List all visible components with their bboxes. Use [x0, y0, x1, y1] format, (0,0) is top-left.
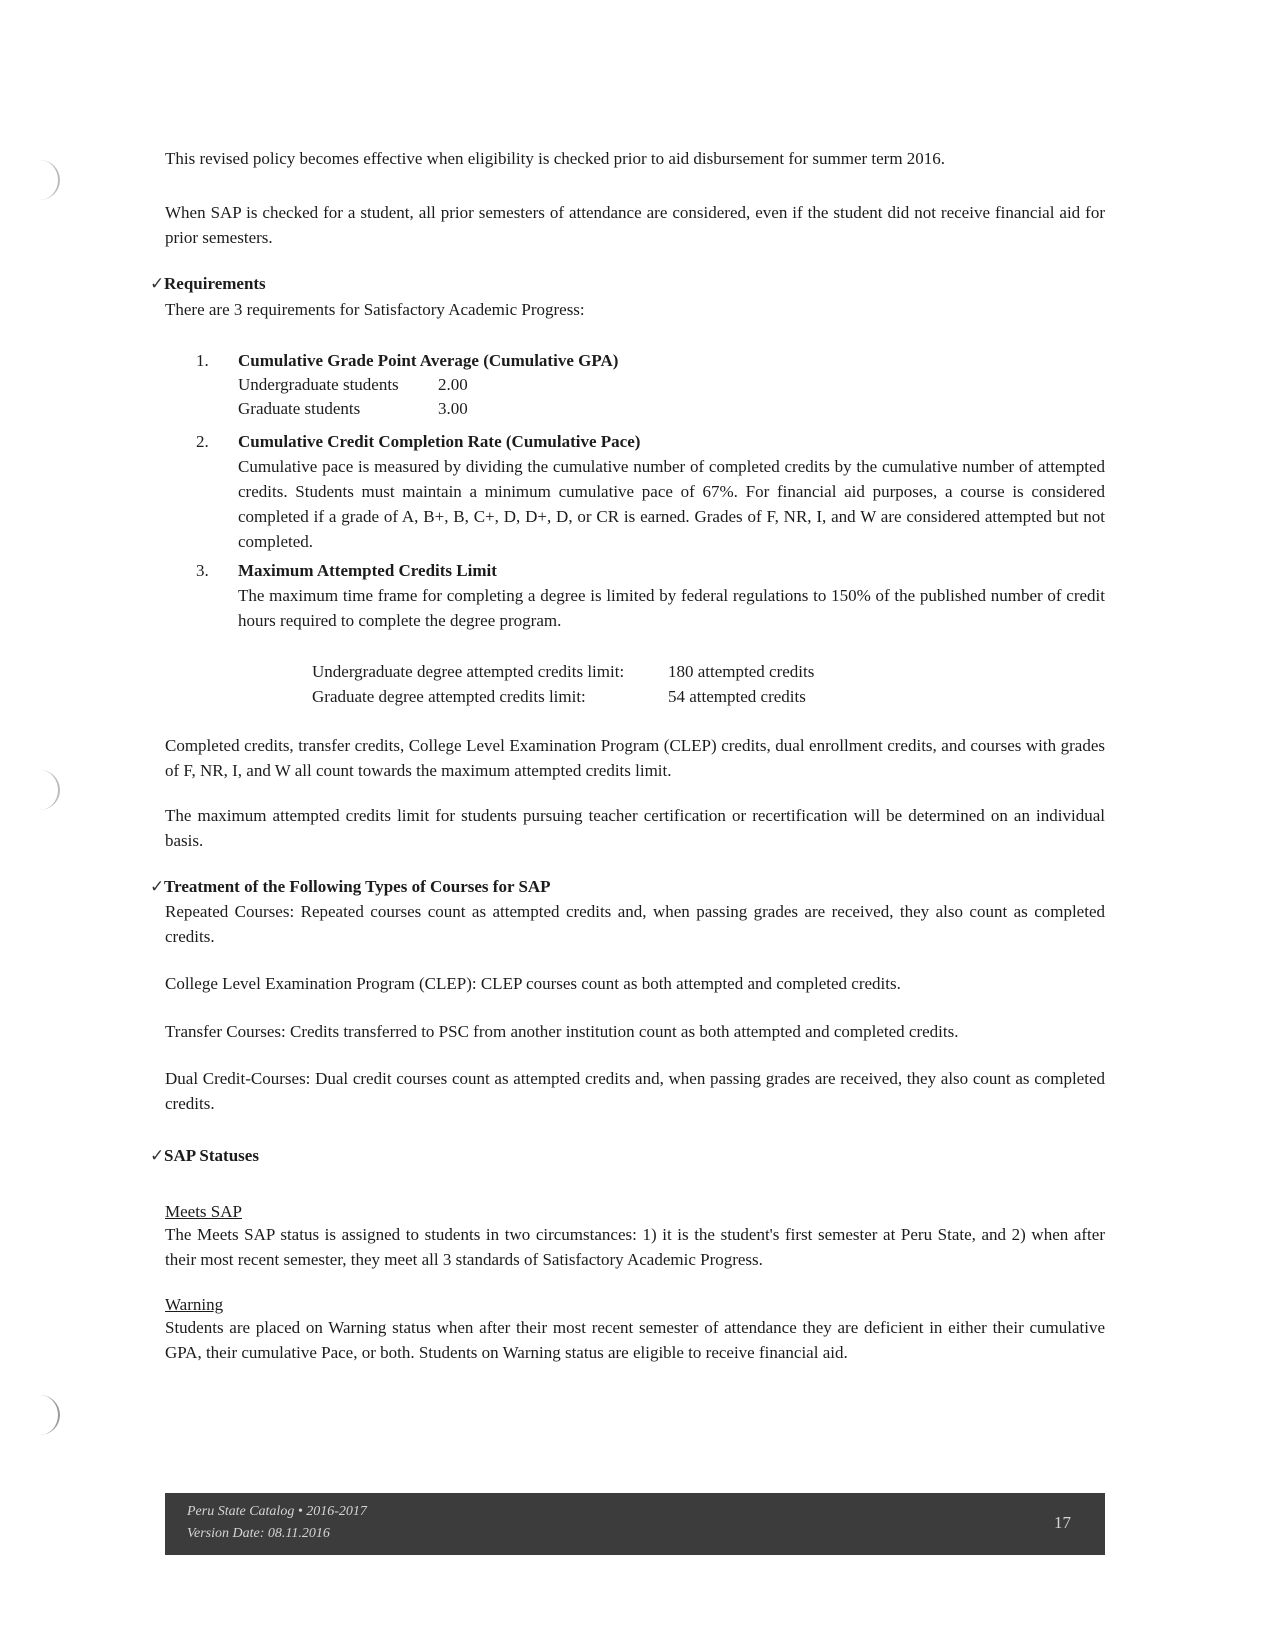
- checkmark-icon: ✓: [150, 274, 165, 293]
- margin-mark-top: [40, 160, 60, 200]
- checkmark-icon: ✓: [150, 1146, 165, 1165]
- footer-catalog: Peru State Catalog • 2016-2017: [187, 1504, 367, 1519]
- item-title-pace: Cumulative Credit Completion Rate (Cumulative Pace): [238, 432, 641, 451]
- item-text-pace: Cumulative pace is measured by dividing the cumulative number of completed credits by the cumulative number of attempted credits. Students must maintain a minimum cumulative pace of 67%. For financial aid purposes, a course is considered completed if a grade of A, B+, B, C+, D, D+, D, or CR is earned. Grades of F, NR, I, and W are considered attempted but not completed.: [238, 457, 1105, 551]
- requirements-heading: ✓Requirements: [150, 271, 266, 296]
- meets-sap-text: The Meets SAP status is assigned to students in two circumstances: 1) it is the student's first semester at Peru State, and 2) when after their most recent semester, they meet all 3 standards of Satisfactory Academic Progress.: [165, 1225, 1105, 1269]
- treatment-transfer: Transfer Courses: Credits transferred to PSC from another institution count as both attempted and completed credits.: [165, 1022, 959, 1041]
- limit-undergrad-value: 180 attempted credits: [668, 662, 815, 681]
- requirements-lead: There are 3 requirements for Satisfactory Academic Progress:: [165, 300, 585, 319]
- margin-mark-middle: [40, 770, 60, 810]
- gpa-grad-value: 3.00: [438, 399, 468, 418]
- item-text-max-credits: The maximum time frame for completing a degree is limited by federal regulations to 150% of the published number of credit hours required to complete the degree program.: [238, 586, 1105, 630]
- warning-title: Warning: [165, 1295, 224, 1314]
- item-title-max-credits: Maximum Attempted Credits Limit: [238, 561, 497, 580]
- statuses-heading: ✓SAP Statuses: [150, 1143, 259, 1168]
- footer-bar: [165, 1493, 1105, 1555]
- treatment-heading: ✓Treatment of the Following Types of Courses for SAP: [150, 874, 551, 899]
- counting-paragraph: Completed credits, transfer credits, College Level Examination Program (CLEP) credits, dual enrollment credits, and courses with grades of F, NR, I, and W all count towards the maximum attempted credits limit.: [165, 736, 1105, 780]
- item-number: 3.: [196, 561, 209, 580]
- meets-sap-title: Meets SAP: [165, 1202, 242, 1221]
- item-title-gpa: Cumulative Grade Point Average (Cumulative GPA): [238, 351, 619, 370]
- checkmark-icon: ✓: [150, 877, 165, 896]
- limit-grad-value: 54 attempted credits: [668, 687, 806, 706]
- item-number: 2.: [196, 432, 209, 451]
- gpa-grad-label: Graduate students: [238, 399, 361, 418]
- item-number: 1.: [196, 351, 209, 370]
- margin-mark-bottom: [40, 1395, 60, 1435]
- gpa-undergrad-value: 2.00: [438, 375, 468, 394]
- limit-undergrad-label: Undergraduate degree attempted credits limit:: [312, 662, 625, 681]
- intro-prior-semesters: When SAP is checked for a student, all prior semesters of attendance are considered, even if the student did not receive financial aid for prior semesters.: [165, 203, 1105, 247]
- limit-grad-label: Graduate degree attempted credits limit:: [312, 687, 586, 706]
- teacher-paragraph: The maximum attempted credits limit for students pursuing teacher certification or recertification will be determined on an individual basis.: [165, 806, 1105, 850]
- footer-version: Version Date: 08.11.2016: [187, 1526, 330, 1541]
- warning-text: Students are placed on Warning status when after their most recent semester of attendance they are deficient in either their cumulative GPA, their cumulative Pace, or both. Students on Warning status are eligible to receive financial aid.: [165, 1318, 1105, 1362]
- treatment-clep: College Level Examination Program (CLEP): CLEP courses count as both attempted and completed credits.: [165, 974, 901, 993]
- intro-effective: This revised policy becomes effective when eligibility is checked prior to aid disbursement for summer term 2016.: [165, 149, 946, 168]
- treatment-repeated: Repeated Courses: Repeated courses count as attempted credits and, when passing grades are received, they also count as completed credits.: [165, 902, 1105, 946]
- page-number: 17: [1054, 1513, 1071, 1532]
- gpa-undergrad-label: Undergraduate students: [238, 375, 399, 394]
- treatment-dual: Dual Credit-Courses: Dual credit courses count as attempted credits and, when passing grades are received, they also count as completed credits.: [165, 1069, 1105, 1113]
